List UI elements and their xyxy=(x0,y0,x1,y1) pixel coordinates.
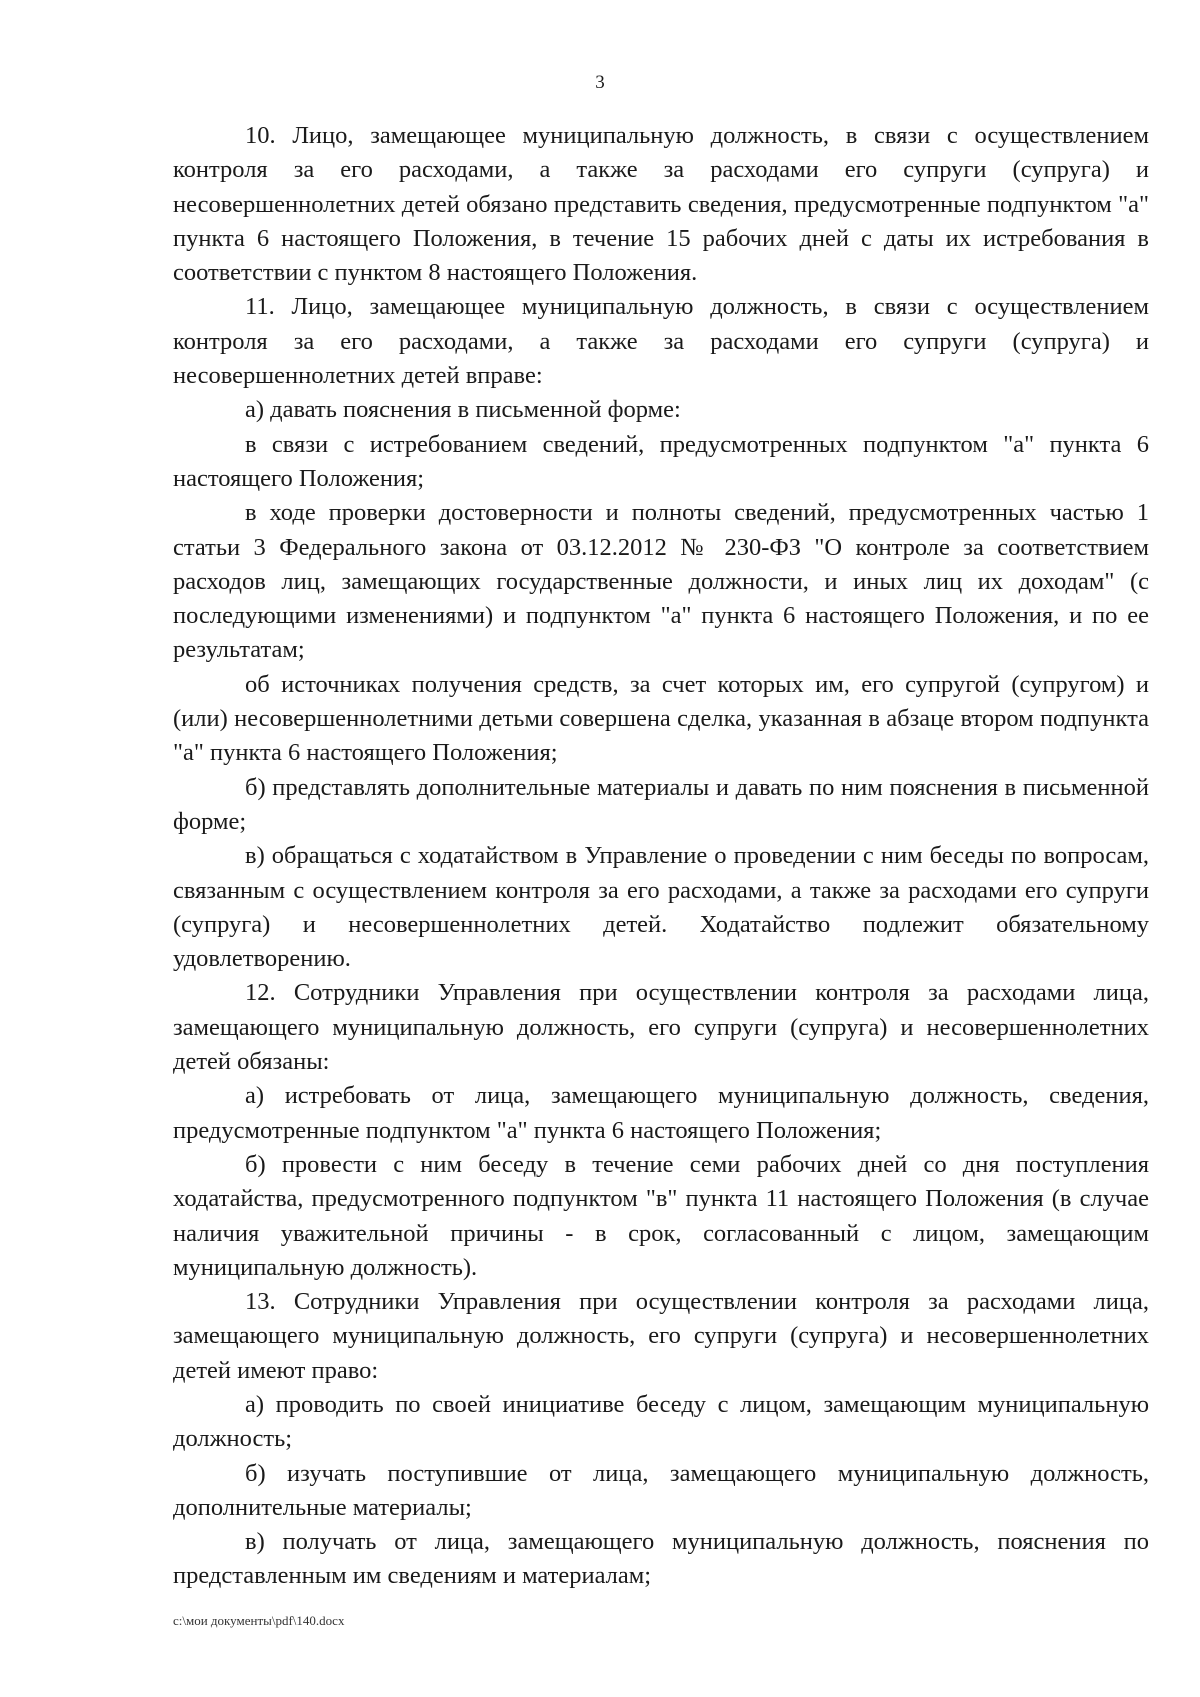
paragraph-12-b: б) провести с ним беседу в течение семи рабочих дней со дня поступления ходатайства, предусмотренного подпунктом "в" пункта 11 настоящего Положения (в случае наличия уважительной причины - в срок, согласованный с лицом, замещающим муниципальную должность). xyxy=(173,1150,1149,1281)
paragraph-13: 13. Сотрудники Управления при осуществлении контроля за расходами лица, замещающего муниципальную должность, его супруги (супруга) и несовершеннолетних детей имеют право: xyxy=(173,1288,1149,1384)
paragraph-13-b: б) изучать поступившие от лица, замещающего муниципальную должность, дополнительные материалы; xyxy=(173,1459,1149,1521)
paragraph-13-a: а) проводить по своей инициативе беседу с лицом, замещающим муниципальную должность; xyxy=(173,1390,1149,1453)
paragraph-11-a: а) давать пояснения в письменной форме: xyxy=(245,396,681,424)
paragraph-11-b: б) представлять дополнительные материалы и давать по ним пояснения в письменной форме; xyxy=(173,773,1149,835)
document-body xyxy=(173,119,1149,1594)
paragraph-11-v: в) обращаться с ходатайством в Управление о проведении с ним беседы по вопросам, связанным с осуществлением контроля за его расходами, а также за расходами его супруги (супруга) и несовершеннолетних детей. Ходатайство подлежит обязательному удовлетворению. xyxy=(173,842,1149,973)
paragraph-12-a: а) истребовать от лица, замещающего муниципальную должность, сведения, предусмотренные подпунктом "а" пункта 6 настоящего Положения; xyxy=(173,1082,1149,1144)
paragraph-12: 12. Сотрудники Управления при осуществлении контроля за расходами лица, замещающего муниципальную должность, его супруги (супруга) и несовершеннолетних детей обязаны: xyxy=(173,979,1149,1076)
paragraph-11: 11. Лицо, замещающее муниципальную должность, в связи с осуществлением контроля за его расходами, а также за расходами его супруги (супруга) и несовершеннолетних детей вправе: xyxy=(173,293,1149,390)
paragraph-11-a-item-2: в ходе проверки достоверности и полноты сведений, предусмотренных частью 1 статьи 3 Федерального закона от 03.12.2012 № 230-ФЗ "О контроле за соответствием расходов лиц, замещающих государственные должности, и иных лиц их доходам" (с последующими изменениями) и подпунктом "а" пункта 6 настоящего Положения, и по ее результатам; xyxy=(173,499,1149,664)
footer-file-path: c:\мои документы\pdf\140.docx xyxy=(173,1613,345,1628)
paragraph-11-a-item-3: об источниках получения средств, за счет которых им, его супругой (супругом) и (или) несовершеннолетними детьми совершена сделка, указанная в абзаце втором подпункта "а" пункта 6 настоящего Положения; xyxy=(173,670,1149,767)
paragraph-10: 10. Лицо, замещающее муниципальную должность, в связи с осуществлением контроля за его расходами, а также за расходами его супруги (супруга) и несовершеннолетних детей обязано представить сведения, предусмотренные подпунктом "а" пункта 6 настоящего Положения, в течение 15 рабочих дней с даты их истребования в соответствии с пунктом 8 настоящего Положения. xyxy=(173,122,1149,287)
page-number: 3 xyxy=(595,72,605,93)
paragraph-11-a-item-1: в связи с истребованием сведений, предусмотренных подпунктом "а" пункта 6 настоящего Положения; xyxy=(173,430,1149,492)
paragraph-13-v: в) получать от лица, замещающего муниципальную должность, пояснения по представленным им сведениям и материалам; xyxy=(173,1528,1149,1590)
